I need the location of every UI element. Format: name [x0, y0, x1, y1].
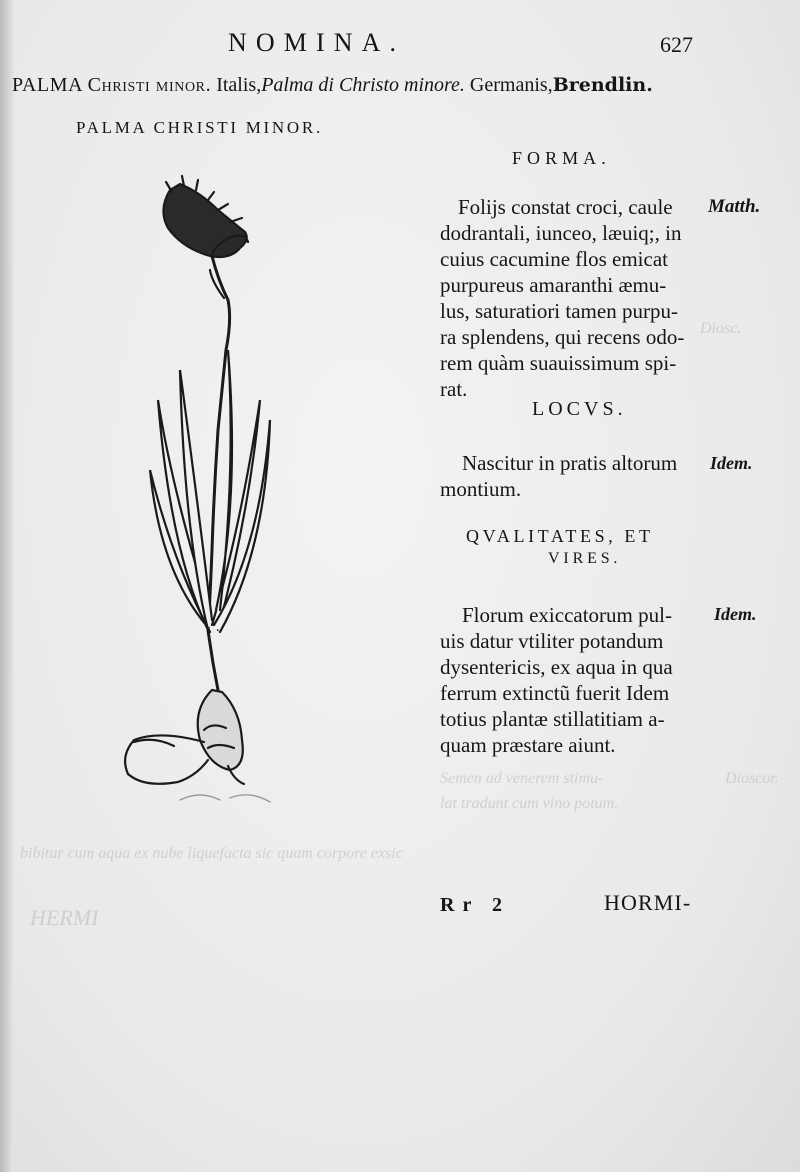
- forma-line: rat.: [440, 377, 468, 401]
- margin-note-matth: Matth.: [708, 196, 761, 217]
- forma-line: lus, saturatiori tamen purpu-: [440, 299, 678, 323]
- qualitates-line: uis datur vtiliter potandum: [440, 629, 664, 653]
- page-edge-shadow: [0, 0, 14, 1172]
- qualitates-line: quam præstare aiunt.: [440, 733, 616, 757]
- locus-text: [440, 450, 677, 502]
- qualitates-line: totius plantæ stillatitiam a-: [440, 707, 665, 731]
- signature-mark: Rr 2: [440, 894, 510, 916]
- forma-line: rem quàm suauissimum spi-: [440, 351, 677, 375]
- names-germanis-label: Germanis,: [469, 74, 553, 96]
- margin-note-idem: Idem.: [710, 453, 753, 473]
- page-number: 627: [660, 32, 693, 57]
- qualitates-text: [440, 602, 673, 758]
- locus-line: Nascitur in pratis altorum: [462, 451, 678, 475]
- names-latin: PALMA Christi minor.: [12, 74, 212, 96]
- names-italian: Palma di Christo minore.: [261, 74, 465, 96]
- catchword: HORMI-: [604, 890, 692, 915]
- margin-note-idem: Idem.: [714, 604, 757, 624]
- names-italis-label: Italis,: [216, 74, 262, 96]
- qualitates-line: dysentericis, ex aqua in qua: [440, 655, 673, 679]
- section-heading-vires: VIRES.: [548, 550, 622, 567]
- forma-line: dodrantali, iunceo, læuiq;, in: [440, 221, 682, 245]
- show-through-text: Semen ad venerem stimu-: [440, 770, 604, 787]
- show-through-text: HERMI: [30, 905, 99, 930]
- figure-caption: PALMA CHRISTI MINOR.: [76, 118, 323, 137]
- section-heading-qualitates: QVALITATES, ET: [466, 526, 654, 546]
- names-german: Brendlin.: [552, 74, 653, 96]
- show-through-text: Dioscor.: [725, 770, 779, 787]
- names-line: [12, 74, 653, 97]
- qualitates-line: Florum exiccatorum pul-: [462, 603, 672, 627]
- forma-line: Folijs constat croci, caule: [458, 195, 673, 219]
- forma-text: [440, 194, 684, 402]
- plant-woodcut-illustration: [100, 170, 400, 820]
- show-through-text: lat tradunt cum vino potum.: [440, 795, 619, 812]
- forma-line: ra splendens, qui recens odo-: [440, 325, 685, 349]
- section-heading-forma: FORMA.: [512, 148, 611, 168]
- running-title: NOMINA.: [228, 28, 406, 57]
- locus-line: montium.: [440, 477, 522, 501]
- section-heading-locus: LOCVS.: [532, 398, 627, 420]
- forma-line: purpureus amaranthi æmu-: [440, 273, 667, 297]
- show-through-text: Diosc.: [700, 320, 742, 337]
- forma-line: cuius cacumine flos emicat: [440, 247, 668, 271]
- qualitates-line: ferrum extinctũ fuerit Idem: [440, 681, 670, 705]
- show-through-text: bibitur cum aqua ex nube liquefacta sic quam corpore exsic: [20, 845, 403, 862]
